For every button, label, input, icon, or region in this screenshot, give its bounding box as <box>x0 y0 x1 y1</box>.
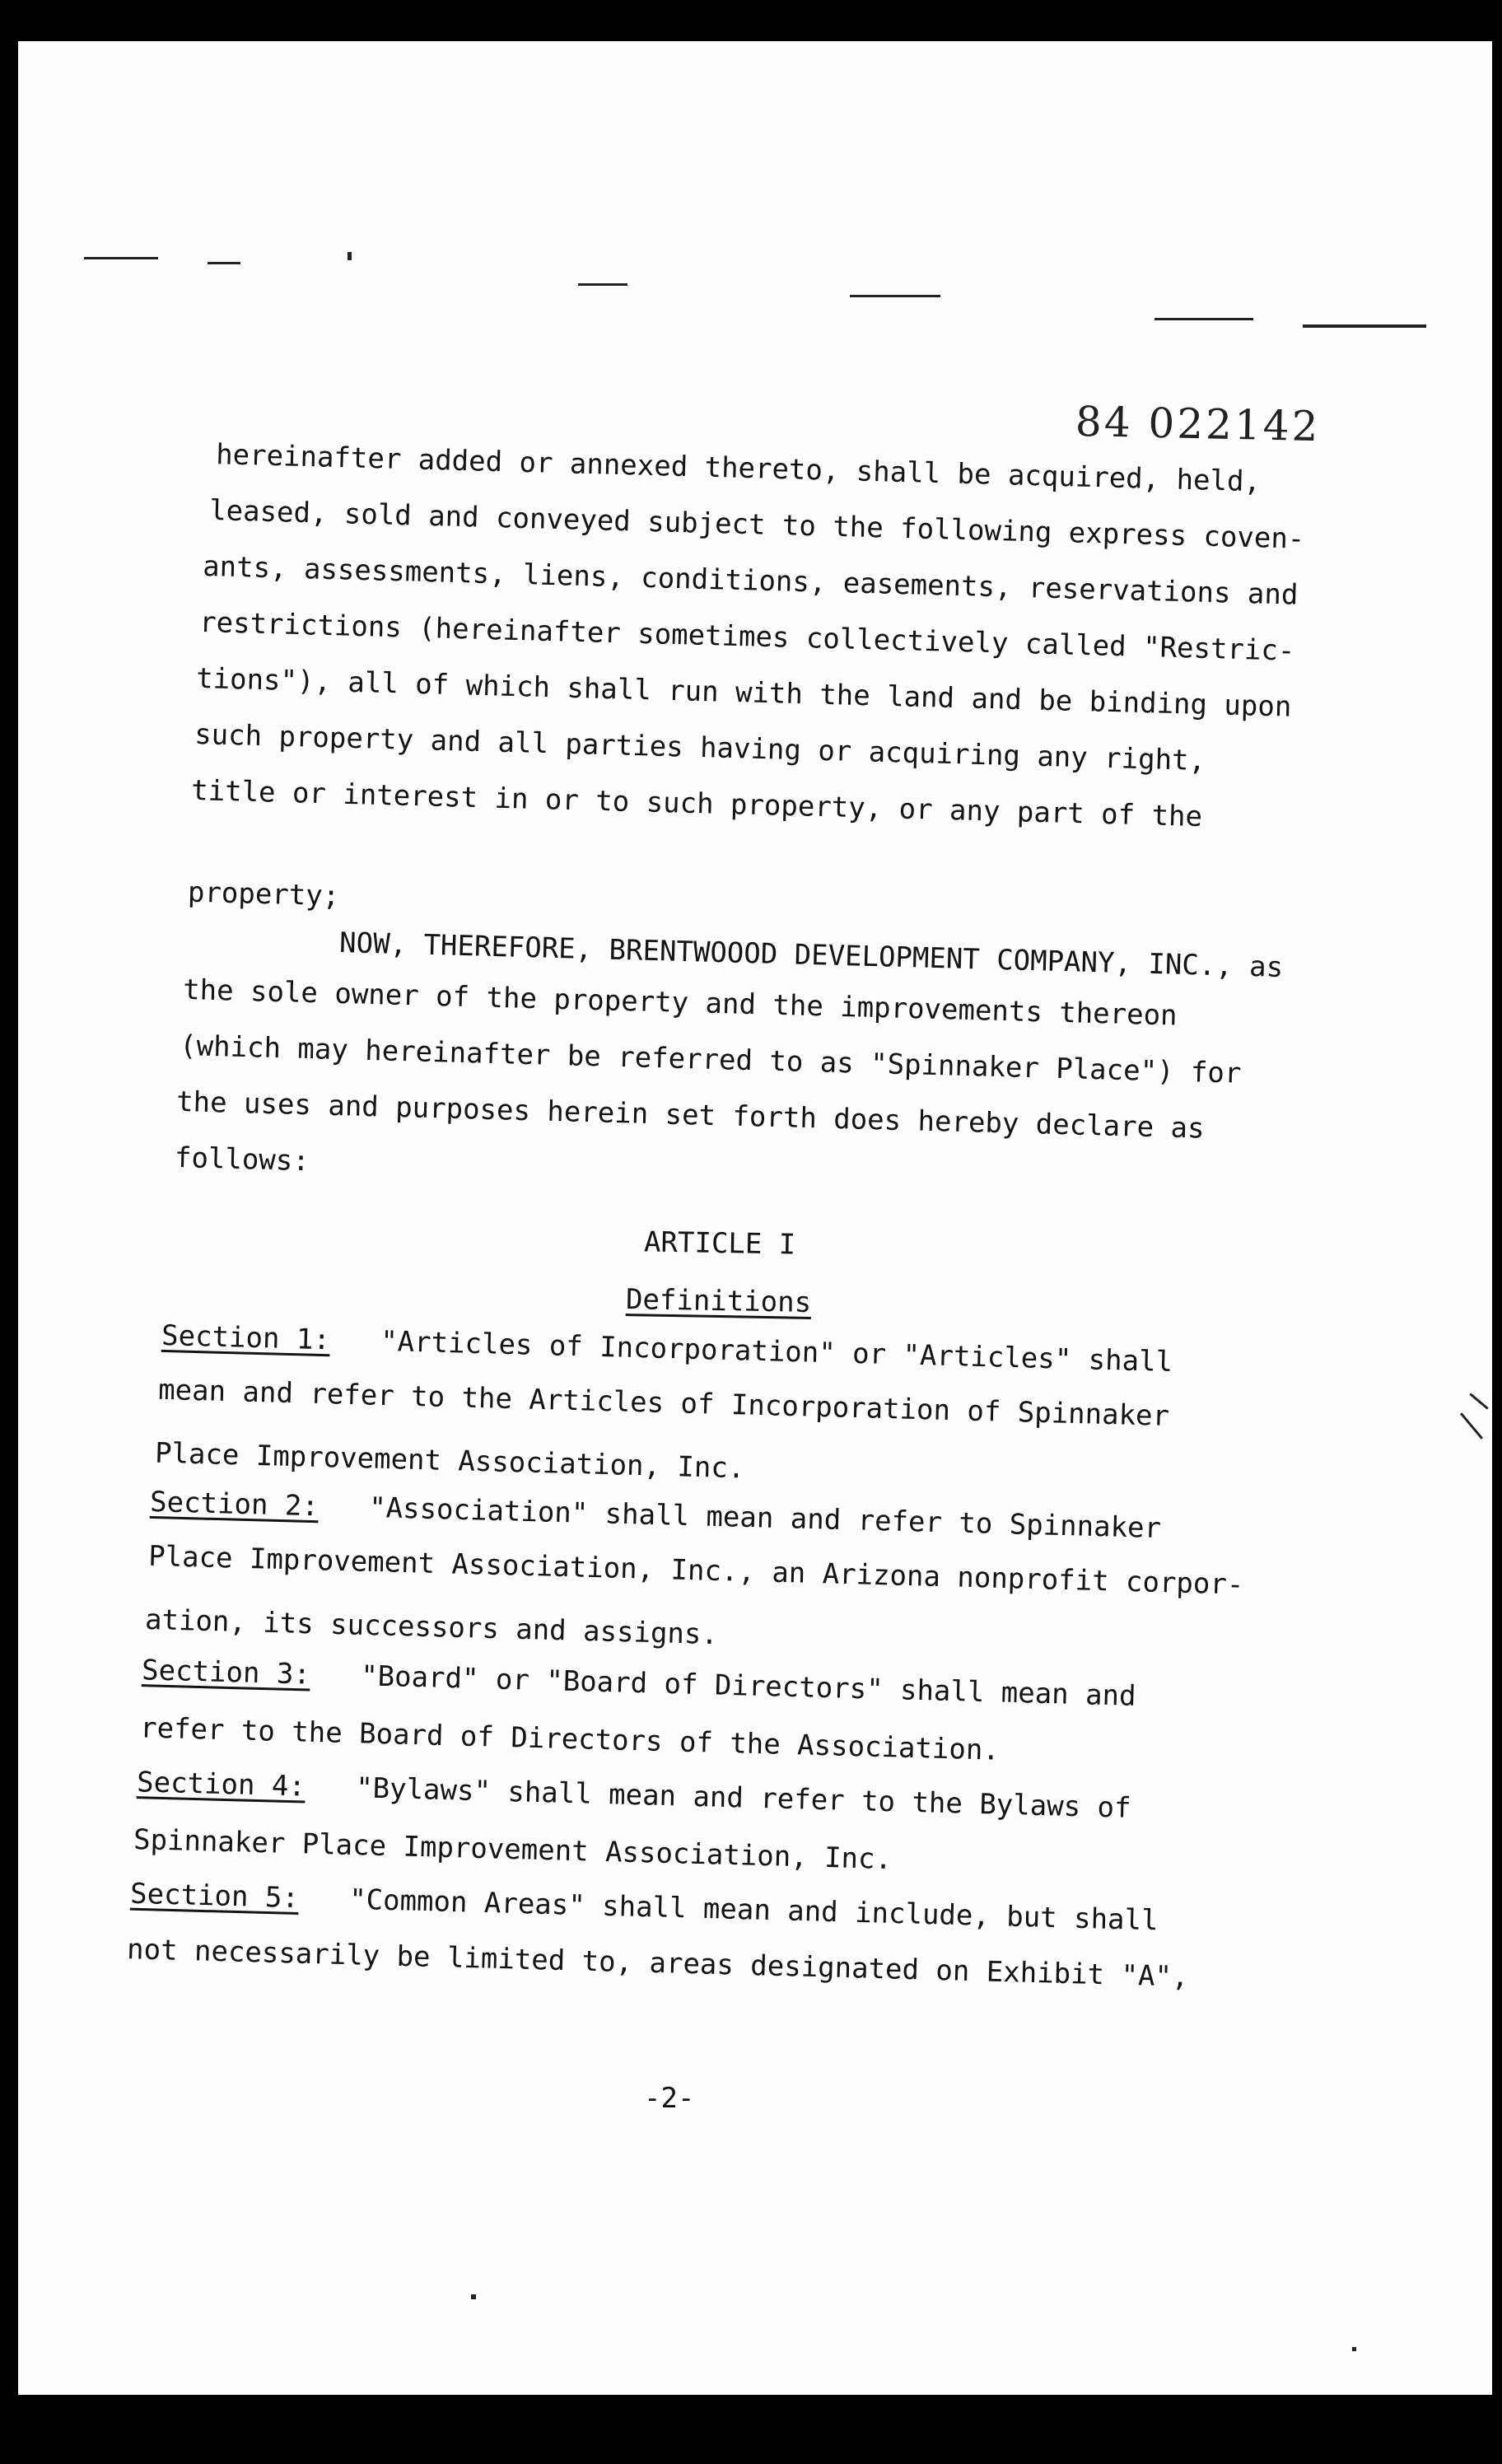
section-4-label: Section 4: <box>136 1766 306 1804</box>
document-page <box>18 41 1492 2395</box>
section-1-line: mean and refer to the Articles of Incorporation of Spinnaker <box>157 1373 1170 1433</box>
section-5-label: Section 5: <box>129 1877 300 1916</box>
section-4-line: Section 4: "Bylaws" shall mean and refer to the Bylaws of <box>136 1766 1132 1825</box>
section-3-line: Section 3: "Board" or "Board of Directors" shall mean and <box>141 1654 1137 1713</box>
page-number: -2- <box>644 2082 695 2115</box>
body-line: property; <box>187 875 340 913</box>
section-1-label: Section 1: <box>161 1318 331 1357</box>
scan-mark <box>1460 1412 1483 1440</box>
body-line: leased, sold and conveyed subject to the following express coven- <box>208 493 1305 556</box>
scan-mark <box>1352 2347 1356 2351</box>
scan-mark <box>208 262 240 264</box>
body-line: hereinafter added or annexed thereto, shall be acquired, held, <box>215 438 1262 499</box>
section-5-line: Section 5: "Common Areas" shall mean and include, but shall <box>129 1877 1159 1938</box>
scan-mark <box>1469 1393 1488 1409</box>
section-1-line: Section 1: "Articles of Incorporation" or "Articles" shall <box>161 1318 1173 1379</box>
article-title: Definitions <box>625 1283 812 1319</box>
section-2-label: Section 2: <box>149 1485 320 1524</box>
body-line: the uses and purposes herein set forth does hereby declare as <box>175 1085 1205 1146</box>
body-line: tions"), all of which shall run with the land and be binding upon <box>195 661 1292 724</box>
body-line: NOW, THEREFORE, BRENTWOOOD DEVELOPMENT COMPANY, INC., as <box>338 926 1284 984</box>
section-3-line: refer to the Board of Directors of the Association. <box>139 1711 1001 1767</box>
scan-mark <box>84 257 158 259</box>
body-line: follows: <box>174 1141 310 1178</box>
body-line: ants, assessments, liens, conditions, easements, reservations and <box>202 549 1299 612</box>
section-4-line: Spinnaker Place Improvement Association, Inc. <box>133 1822 893 1877</box>
section-2-line: ation, its successors and assigns. <box>144 1603 719 1652</box>
document-number: 84 022142 <box>1075 397 1321 451</box>
section-3-label: Section 3: <box>141 1654 311 1692</box>
scan-mark <box>850 295 940 297</box>
scan-mark <box>1303 324 1426 328</box>
body-line: such property and all parties having or acquiring any right, <box>194 717 1206 778</box>
scan-mark <box>348 252 352 260</box>
section-2-line: Place Improvement Association, Inc., an Arizona nonprofit corpor- <box>147 1539 1244 1602</box>
scan-mark <box>471 2294 476 2299</box>
body-line: (which may hereinafter be referred to as "Spinnaker Place") for <box>179 1029 1242 1090</box>
section-5-line: not necessarily be limited to, areas designated on Exhibit "A", <box>126 1933 1189 1994</box>
article-heading: ARTICLE I <box>643 1225 796 1262</box>
body-line: title or interest in or to such property, or any part of the <box>190 773 1203 834</box>
body-line: restrictions (hereinafter sometimes collectively called "Restric- <box>198 605 1295 668</box>
body-line: the sole owner of the property and the improvements thereon <box>182 973 1178 1033</box>
section-1-line: Place Improvement Association, Inc. <box>154 1436 745 1486</box>
section-2-line: Section 2: "Association" shall mean and refer to Spinnaker <box>149 1485 1162 1546</box>
scan-mark <box>1154 318 1253 320</box>
scan-mark <box>578 283 627 286</box>
